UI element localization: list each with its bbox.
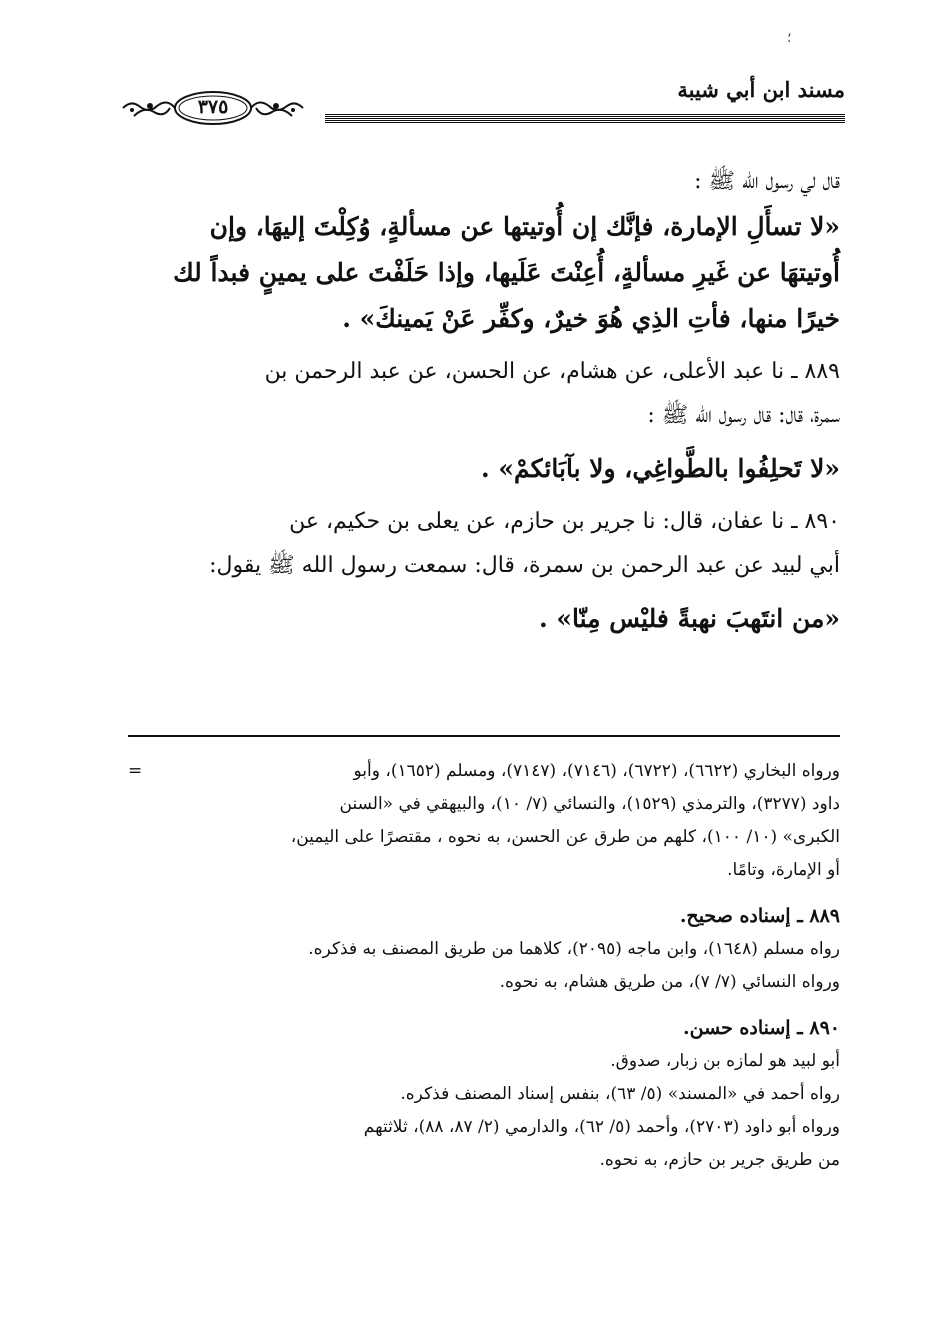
footnote-line: من طريق جرير بن حازم، به نحوه. — [599, 1150, 840, 1170]
footnote-line: ورواه النسائي (٧/ ٧)، من طريق هشام، به نحوه. — [499, 972, 840, 992]
footnote-text: ورواه البخاري (٦٦٢٢)، (٦٧٢٢)، (٧١٤٦)، (٧١٤٧)، ومسلم (١٦٥٢)، وأبو — [353, 761, 840, 781]
footnote-line: الكبرى» (١٠/ ١٠٠)، كلهم من طرق عن الحسن، به نحوه ، مقتصرًا على اليمين، — [290, 827, 840, 847]
hadith-line: «لا تسأَلِ الإمارة، فإنَّك إن أُوتيتها عن مسألةٍ، وُكِلْتَ إليهَا، وإن — [209, 212, 840, 241]
note-heading: ٨٨٩ ـ إسناده صحيح. — [679, 905, 840, 927]
footnote-line: رواه مسلم (١٦٤٨)، وابن ماجه (٢٠٩٥)، كلاهما من طريق المصنف به فذكره. — [308, 939, 840, 959]
isnad-line: ٨٩٠ ـ نا عفان، قال: نا جرير بن حازم، عن يعلى بن حكيم، عن — [289, 509, 840, 534]
hadith-line: أُوتيتهَا عن غَيرِ مسألةٍ، أُعِنْتَ عَلَيها، وإذا حَلَفْتَ على يمينٍ فبداً لك — [173, 258, 840, 287]
main-text — [128, 160, 840, 642]
corner-mark: ؛ — [787, 30, 792, 46]
intro-line: قال لي رسول الله ﷺ : — [694, 169, 840, 194]
isnad-line: ٨٨٩ ـ نا عبد الأعلى، عن هشام، عن الحسن، عن عبد الرحمن بن — [264, 359, 840, 384]
footnote-line: ورواه أبو داود (٢٧٠٣)، وأحمد (٥/ ٦٢)، والدارمي (٢/ ٨٧، ٨٨)، ثلاثتهم — [363, 1117, 840, 1137]
hadith-line: خيرًا منها، فأتِ الذِي هُوَ خيرٌ، وكفِّر عَنْ يَمينكَ» . — [342, 304, 840, 333]
isnad-line: سمرة، قال: قال رسول الله ﷺ : — [647, 403, 840, 428]
header-rule — [325, 113, 845, 123]
book-title: مسند ابن أبي شيبة — [677, 77, 845, 102]
footnote-line — [128, 755, 840, 788]
page-header — [120, 75, 845, 135]
footnote-separator — [128, 735, 840, 737]
footnote-line: أبو لبيد هو لمازه بن زبار، صدوق. — [610, 1051, 840, 1071]
note-heading: ٨٩٠ ـ إسناده حسن. — [683, 1017, 840, 1039]
hadith-line: «لا تَحلِفُوا بالطَّواغِي، ولا بآبَائكمْ» . — [480, 454, 840, 483]
isnad-line: أبي لبيد عن عبد الرحمن بن سمرة، قال: سمعت رسول الله ﷺ يقول: — [209, 553, 840, 578]
footnote-line: أو الإمارة، وتامًا. — [727, 860, 840, 880]
footnote-line: داود (٣٢٧٧)، والترمذي (١٥٢٩)، والنسائي (٧/ ١٠)، والبيهقي في «السنن — [339, 794, 840, 814]
page-number: ٣٧٥ — [197, 96, 229, 118]
continuation-mark: = — [128, 761, 143, 781]
footnote-line: رواه أحمد في «المسند» (٥/ ٦٣)، بنفس إسناد المصنف فذكره. — [400, 1084, 840, 1104]
hadith-line: «من انتَهبَ نهبةً فليْس مِنّا» . — [538, 604, 840, 633]
footnotes — [128, 755, 840, 1177]
